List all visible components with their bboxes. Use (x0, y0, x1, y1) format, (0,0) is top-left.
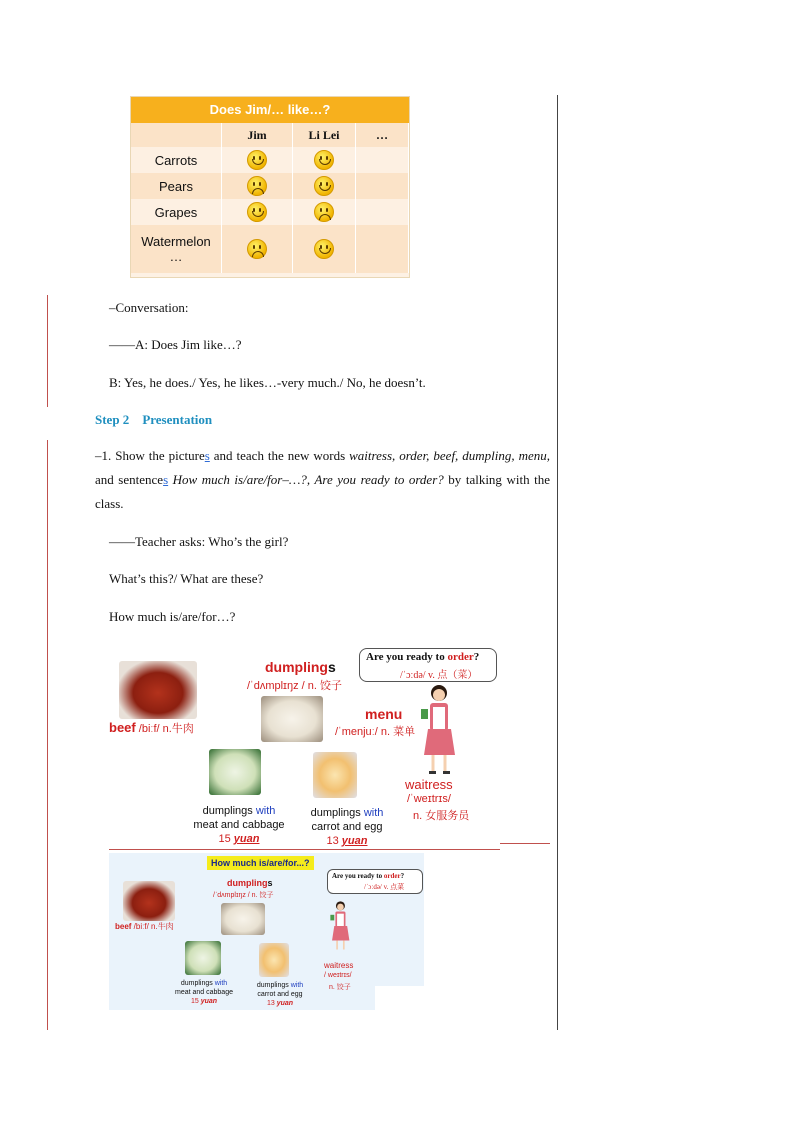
table-row (131, 225, 409, 273)
question-line: How much is/are/for…? (109, 609, 236, 624)
column-header: Li Lei (293, 123, 356, 147)
dish-caption: dumplings with meat and cabbage 15 yuan (175, 980, 233, 1005)
waitress-phonetic: / weɪtrɪs/ (324, 972, 352, 979)
dish-caption: dumplings with meat and cabbage 15 yuan (193, 805, 285, 845)
column-header (131, 123, 222, 147)
instruction-paragraph: –1. Show the pictures and teach the new words waitress, order, beef, dumpling, menu, and sentences How much is/are/for–…?, Are you ready to order? by talking with the class. (95, 448, 551, 511)
waitress-label: waitress (405, 777, 453, 792)
divider-line (109, 849, 500, 850)
dumplings-cabbage-image (185, 941, 221, 975)
left-margin-line (47, 440, 48, 1030)
menu-label: menu (365, 706, 403, 722)
waitress-phonetic: /ˈweɪtrɪs/ (407, 793, 451, 805)
sad-face-icon (314, 202, 334, 222)
beef-image (123, 881, 175, 921)
dumplings-image (261, 696, 323, 742)
dumplings-carrot-egg-image (259, 943, 289, 977)
teacher-asks: ——Teacher asks: Who’s the girl? (109, 534, 289, 549)
table-row (131, 147, 409, 173)
survey-title: Does Jim/… like…? (131, 97, 409, 123)
dish-caption: dumplings with carrot and egg 13 yuan (310, 807, 384, 847)
dumplings-carrot-egg-image (313, 752, 357, 798)
row-label: Carrots (131, 147, 222, 173)
conversation-label: –Conversation: (109, 300, 189, 315)
waitress-illustration (415, 681, 465, 777)
dumplings-label: dumplings (227, 878, 273, 888)
row-label: Pears (131, 173, 222, 199)
smiley-face-icon (314, 176, 334, 196)
conversation-line-a: ——A: Does Jim like…? (109, 337, 242, 352)
row-label: Grapes (131, 199, 222, 225)
beef-label: beef /biːf/ n.牛肉 (115, 922, 174, 931)
speech-bubble: Are you ready to order? /ˈɔːdə/ v. 点（菜） (359, 648, 497, 682)
table-row (131, 199, 409, 225)
right-margin-line (557, 95, 558, 1030)
slide-figure (109, 853, 424, 1010)
dumplings-phonetic: /ˈdʌmplɪŋz / n. 饺子 (213, 892, 274, 899)
waitress-definition: n. 女服务员 (413, 810, 470, 822)
step-heading: Step 2 Presentation (95, 412, 213, 427)
waitress-label: waitress (324, 961, 354, 970)
survey-table (130, 96, 410, 278)
dish-caption: dumplings with carrot and egg 13 yuan (256, 982, 304, 1007)
column-header: Jim (222, 123, 293, 147)
dumplings-label: dumplings (265, 659, 336, 675)
question-line: What’s this?/ What are these? (109, 571, 264, 586)
smiley-face-icon (247, 202, 267, 222)
table-row (131, 173, 409, 199)
dumplings-image (221, 903, 265, 935)
menu-phonetic: /ˈmenjuː/ n. 菜单 (335, 726, 416, 738)
column-header: … (356, 123, 409, 147)
sad-face-icon (247, 176, 267, 196)
slide-banner: How much is/are/for...? (207, 856, 314, 870)
white-patch (375, 986, 424, 1010)
smiley-face-icon (247, 150, 267, 170)
dumplings-phonetic: /ˈdʌmplɪŋz / n. 饺子 (247, 680, 342, 692)
sad-face-icon (247, 239, 267, 259)
vocabulary-figure (105, 645, 555, 845)
beef-image (119, 661, 197, 719)
conversation-line-b: B: Yes, he does./ Yes, he likes…-very much./ No, he doesn’t. (109, 375, 426, 390)
dumplings-cabbage-image (209, 749, 261, 795)
smiley-face-icon (314, 150, 334, 170)
waitress-definition: n. 饺子 (329, 984, 351, 991)
survey-grid (131, 123, 409, 273)
waitress-illustration (327, 893, 355, 959)
left-margin-line (47, 295, 48, 407)
smiley-face-icon (314, 239, 334, 259)
divider-line (500, 843, 550, 844)
beef-label: beef /biːf/ n.牛肉 (109, 720, 194, 735)
row-label: Watermelon … (131, 225, 222, 273)
speech-bubble: Are you ready to order? /ˈɔːdə/ v. 点菜 (327, 869, 423, 894)
